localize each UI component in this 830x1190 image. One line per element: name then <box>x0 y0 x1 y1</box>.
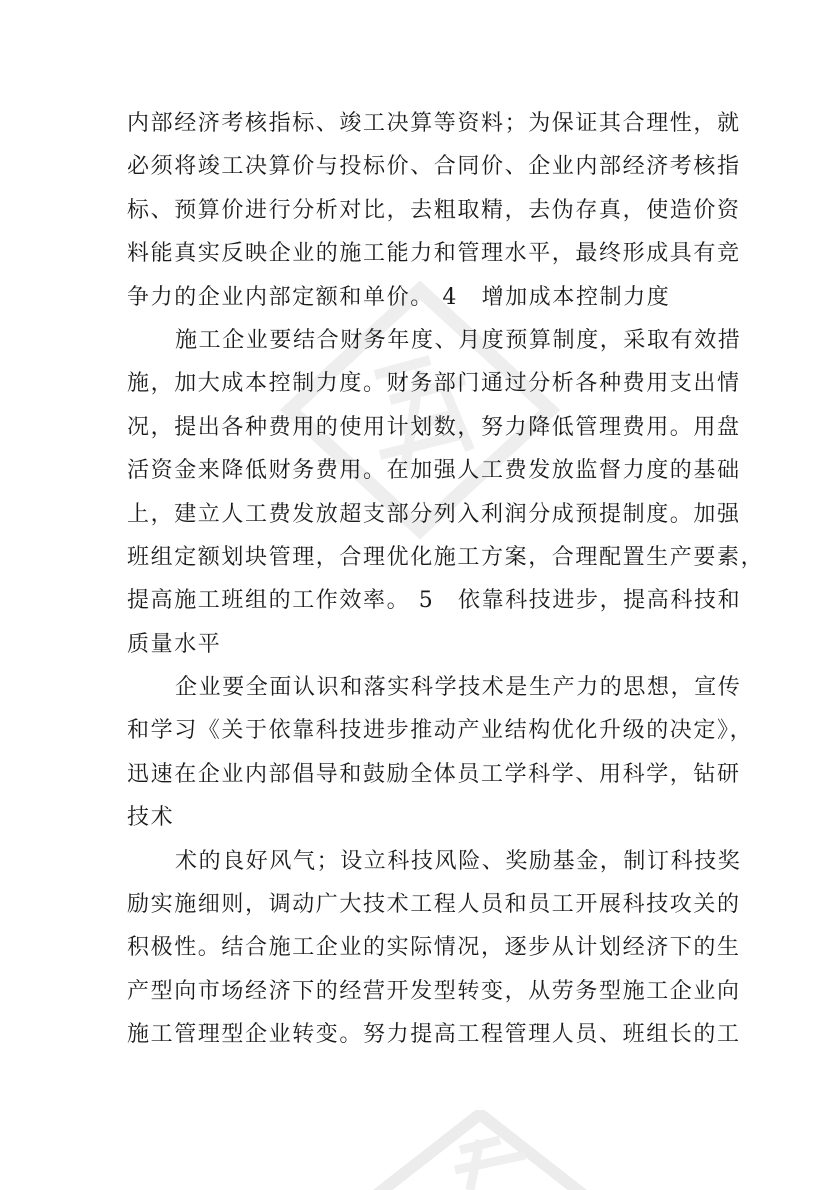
text-line: 产型向市场经济下的经营开发型转变，从劳务型施工企业向 <box>127 978 741 1004</box>
text-line: 励实施细则，调动广大技术工程人员和员工开展科技攻关的 <box>127 892 741 918</box>
text-line: 施工管理型企业转变。努力提高工程管理人员、班组长的工 <box>127 1022 741 1048</box>
text-line: 积极性。结合施工企业的实际情况，逐步从计划经济下的生 <box>127 935 741 961</box>
text-line-section-heading-4: 争力的企业内部定额和单价。 4 增加成本控制力度 <box>127 284 671 310</box>
text-line: 上，建立人工费发放超支部分列入利润分成预提制度。加强 <box>127 501 741 527</box>
watermark-stamp-icon <box>360 1110 600 1190</box>
text-line-section-heading-5: 提高施工班组的工作效率。 5 依靠科技进步，提高科技和 <box>127 588 742 614</box>
paragraph-start-line: 企业要全面认识和落实科学技术是生产力的思想，宣传 <box>175 675 742 701</box>
text-line: 和学习《关于依靠科技进步推动产业结构优化升级的决定》， <box>127 718 754 744</box>
text-line: 技术 <box>127 805 175 831</box>
text-line: 况，提出各种费用的使用计划数，努力降低管理费用。用盘 <box>127 414 741 440</box>
paragraph-start-line: 术的良好风气；设立科技风险、奖励基金，制订科技奖 <box>175 848 742 874</box>
text-line: 活资金来降低财务费用。在加强人工费发放监督力度的基础 <box>127 458 741 484</box>
text-line: 班组定额划块管理，合理优化施工方案，合理配置生产要素， <box>127 544 765 570</box>
text-line: 质量水平 <box>127 631 222 657</box>
document-body-text <box>127 108 765 1063</box>
text-line: 迅速在企业内部倡导和鼓励全体员工学科学、用科学，钻研 <box>127 761 741 787</box>
text-line: 标、预算价进行分析对比，去粗取精，去伪存真，使造价资 <box>127 197 741 223</box>
text-line: 必须将竣工决算价与投标价、合同价、企业内部经济考核指 <box>127 154 741 180</box>
paragraph-start-line: 施工企业要结合财务年度、月度预算制度，采取有效措 <box>175 327 742 353</box>
text-line: 内部经济考核指标、竣工决算等资料；为保证其合理性，就 <box>127 111 741 136</box>
text-line: 施，加大成本控制力度。财务部门通过分析各种费用支出情 <box>127 371 741 397</box>
text-line: 料能真实反映企业的施工能力和管理水平，最终形成具有竞 <box>127 241 741 267</box>
